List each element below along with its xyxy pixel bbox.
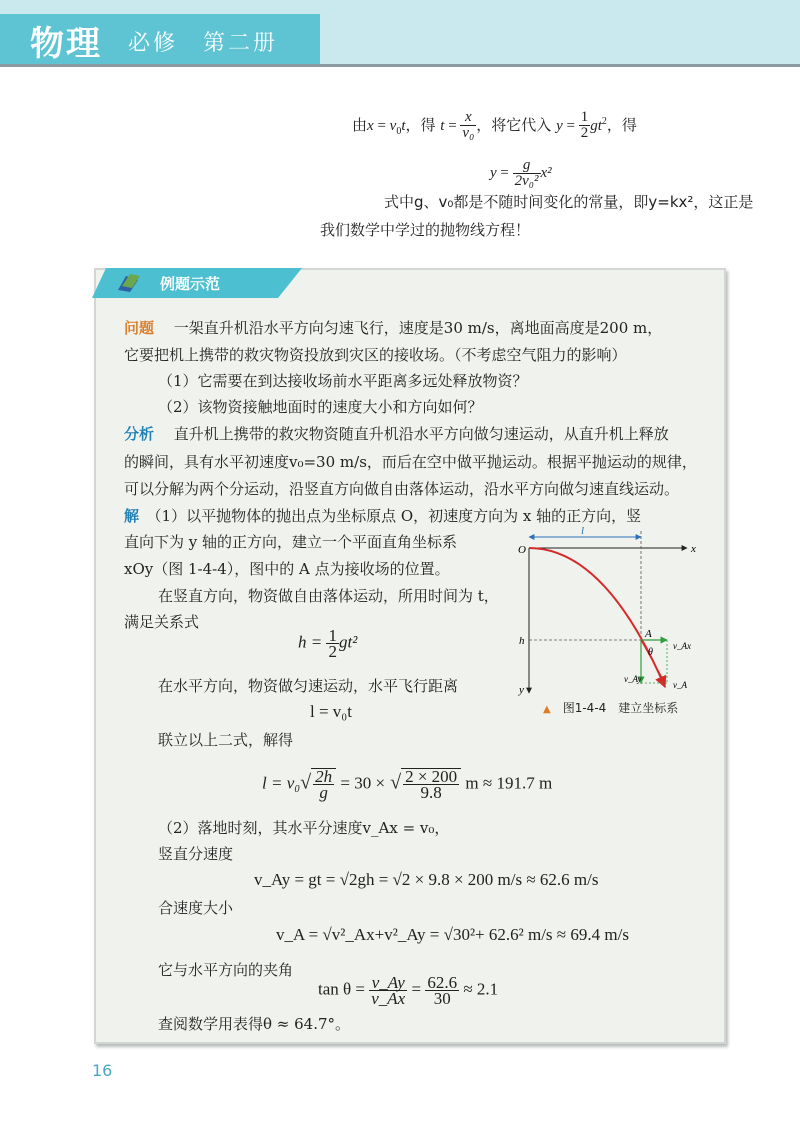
vector-vA xyxy=(641,640,665,683)
solution-line-3: xOy（图 1-4-4），图中的 A 点为接收场的位置。 xyxy=(124,560,450,578)
equation-va: v_A = √v²_Ax+v²_Ay = √30²+ 62.6² m/s ≈ 69.4 m/s xyxy=(276,925,629,944)
analysis-line-3: 可以分解为两个分运动，沿竖直方向做自由落体运动，沿水平方向做匀速直线运动。 xyxy=(124,480,680,498)
question-line-2: 它要把机上携带的救灾物资投放到灾区的接收场。（不考虑空气阻力的影响） xyxy=(124,346,627,364)
solution-line-11: 它与水平方向的夹角 xyxy=(158,961,294,979)
fraction-x-over-v0: $\frac{x}{\text{v₀}}$ xyxy=(462,109,475,141)
figure-coordinate-system xyxy=(515,525,705,700)
question-line-1: 问题 一架直升机沿水平方向匀速飞行，速度是30 m/s，离地面高度是200 m， xyxy=(124,319,663,337)
analysis-line-1: 分析 直升机上携带的救灾物资随直升机沿水平方向做匀速运动，从直升机上释放 xyxy=(124,425,669,443)
label-O: O xyxy=(518,544,526,556)
label-vAy: v_Ay xyxy=(624,674,642,684)
book-title: 物理 xyxy=(30,24,102,64)
equation-l: l = v₀t xyxy=(310,702,352,721)
analysis-tag: 分析 xyxy=(124,425,155,443)
fraction-one-half: $\frac{1}{2}$ xyxy=(580,109,589,141)
label-vA: v_A xyxy=(673,680,687,690)
solution-line-9: 竖直分速度 xyxy=(158,845,234,863)
fraction-g-over-2v0sq: $\frac{g}{\text{2v₀²}}$ xyxy=(514,157,539,189)
equation-tan: tan θ = $\frac{v\_Ay}{v\_Ax}$ = $\frac{62.6}{30}$ ≈ 2.1 xyxy=(318,973,499,1008)
solution-line-10: 合速度大小 xyxy=(158,899,234,917)
solution-line-2: 直向下为 y 轴的正方向，建立一个平面直角坐标系 xyxy=(124,533,458,551)
caption-marker: ▲ xyxy=(543,704,551,715)
solution-line-5: 满足关系式 xyxy=(124,613,200,631)
question-part-1: （1）它需要在到达接收场前水平距离多远处释放物资？ xyxy=(158,372,528,390)
question-part-2: （2）该物资接触地面时的速度大小和方向如何？ xyxy=(158,398,483,416)
label-l: l xyxy=(581,525,585,537)
solution-line-8: （2）落地时刻，其水平分速度v_Ax = v₀， xyxy=(158,819,450,837)
intro-line-4: 我们数学中学过的抛物线方程！ xyxy=(320,221,531,239)
question-tag: 问题 xyxy=(124,319,155,337)
label-A: A xyxy=(645,628,652,640)
equation-h: h = $\frac{1}{2}$ gt² xyxy=(298,626,358,661)
label-theta: θ xyxy=(648,647,653,658)
equation-vy: v_Ay = gt = √2gh = √2 × 9.8 × 200 m/s ≈ 62.6 m/s xyxy=(254,870,599,889)
label-vAx: v_Ax xyxy=(673,641,691,651)
page-number: 16 xyxy=(92,1061,113,1080)
solution-line-7: 联立以上二式，解得 xyxy=(158,731,294,749)
intro-line-3: 式中g、v₀都是不随时间变化的常量，即y=kx²，这正是 xyxy=(384,193,754,211)
solution-line-1: 解 （1）以平抛物体的抛出点为坐标原点 O，初速度方向为 x 轴的正方向，竖 xyxy=(124,507,642,525)
label-x: x xyxy=(691,543,696,555)
book-subtitle: 必修 第二册 xyxy=(128,31,279,56)
solution-tag: 解 xyxy=(124,507,140,525)
solution-line-4: 在竖直方向，物资做自由落体运动，所用时间为 t， xyxy=(158,587,499,605)
label-y: y xyxy=(519,684,524,696)
intro-equation: y = $\frac{g}{\text{2v₀²}}$ x² xyxy=(490,157,552,189)
intro-line-1: 由$x = v_0t$，得 t = $\frac{x}{\text{v₀}}$ ，将它代入 y = $\frac{1}{2}$ $gt^2$，得 xyxy=(352,109,637,141)
book-icon xyxy=(116,272,142,294)
label-h: h xyxy=(519,635,525,647)
parabola-trajectory xyxy=(529,548,665,687)
equation-solution-l: l = v₀√ $\frac{2h}{g}$ = 30 × √ $\frac{2 \times 200}{9.8}$ m ≈ 191.7 m xyxy=(262,767,553,802)
header-rule xyxy=(0,64,800,67)
solution-line-6: 在水平方向，物资做匀速运动，水平飞行距离 xyxy=(158,677,459,695)
example-title: 例题示范 xyxy=(160,275,221,293)
solution-line-12: 查阅数学用表得θ ≈ 64.7°。 xyxy=(158,1015,351,1033)
figure-caption: ▲ 图1-4-4 建立坐标系 xyxy=(543,701,679,715)
analysis-line-2: 的瞬间，具有水平初速度v₀=30 m/s，而后在空中做平抛运动。根据平抛运动的规律， xyxy=(124,453,697,471)
